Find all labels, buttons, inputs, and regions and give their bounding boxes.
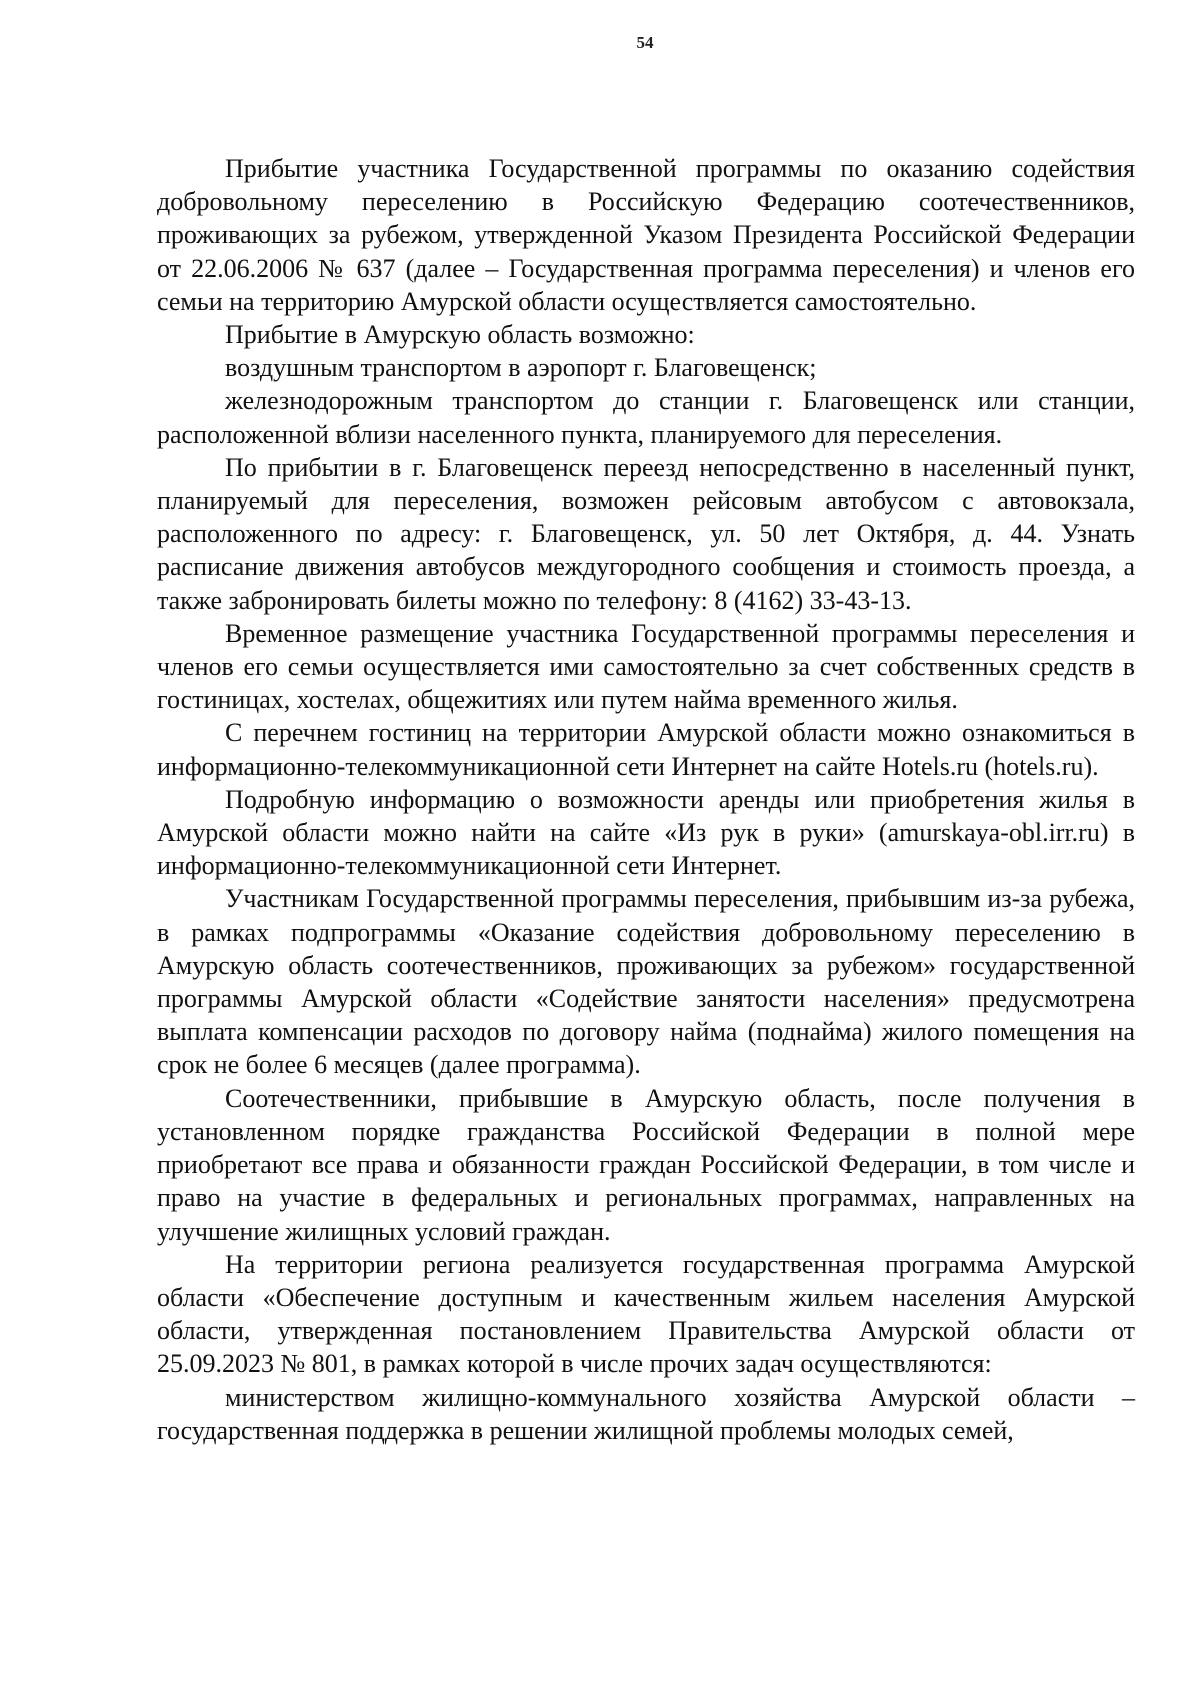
paragraph-air-transport: воздушным транспортом в аэропорт г. Благовещенск; xyxy=(225,353,817,383)
paragraph-rental-info: Подробную информацию о возможности аренды или приобретения жилья в Амурской области можно найти на сайте «Из рук в руки» (amurskaya-obl.irr.ru) в информационно-телекоммуникационной сети Интернет. xyxy=(157,784,1135,881)
page-number: 54 xyxy=(636,33,654,52)
paragraph-hotels: С перечнем гостиниц на территории Амурской области можно ознакомиться в информационно-телекоммуникационной сети Интернет на сайте Hotels.ru (hotels.ru). xyxy=(157,718,1135,781)
paragraph-citizenship-rights: Соотечественники, прибывшие в Амурскую область, после получения в установленном порядке гражданства Российской Федерации в полной мере приобретают все права и обязанности граждан Российской Федерации, в том числе и право на участие в федеральных и региональных программах, направленных на улучшение жилищных условий граждан. xyxy=(157,1083,1135,1246)
paragraph-arrival-options: Прибытие в Амурскую область возможно: xyxy=(225,320,695,350)
paragraph-rail-transport: железнодорожным транспортом до станции г. Благовещенск или станции, расположенной вблизи населенного пункта, планируемого для переселения. xyxy=(157,386,1135,449)
document-body xyxy=(157,152,1135,1447)
paragraph-temporary-housing: Временное размещение участника Государственной программы переселения и членов его семьи осуществляется ими самостоятельно за счет собственных средств в гостиницах, хостелах, общежитиях или путем найма временного жилья. xyxy=(157,618,1135,715)
paragraph-bus-transport: По прибытии в г. Благовещенск переезд непосредственно в населенный пункт, планируемый для переселения, возможен рейсовым автобусом с автовокзала, расположенного по адресу: г. Благовещенск, ул. 50 лет Октября, д. 44. Узнать расписание движения автобусов междугородного сообщения и стоимость проезда, а также забронировать билеты можно по телефону: 8 (4162) 33-43-13. xyxy=(157,452,1135,615)
paragraph-young-families: министерством жилищно-коммунального хозяйства Амурской области – государственная поддержка в решении жилищной проблемы молодых семей, xyxy=(157,1382,1135,1445)
paragraph-compensation: Участникам Государственной программы переселения, прибывшим из-за рубежа, в рамках подпрограммы «Оказание содействия добровольному переселению в Амурскую область соотечественников, проживающих за рубежом» государственной программы Амурской области «Содействие занятости населения» предусмотрена выплата компенсации расходов по договору найма (поднайма) жилого помещения на срок не более 6 месяцев (далее программа). xyxy=(157,884,1135,1080)
paragraph-housing-program: На территории региона реализуется государственная программа Амурской области «Обеспечение доступным и качественным жильем населения Амурской области, утвержденная постановлением Правительства Амурской области от 25.09.2023 № 801, в рамках которой в числе прочих задач осуществляются: xyxy=(157,1249,1135,1379)
paragraph-arrival: Прибытие участника Государственной программы по оказанию содействия добровольному переселению в Российскую Федерацию соотечественников, проживающих за рубежом, утвержденной Указом Президента Российской Федерации от 22.06.2006 № 637 (далее – Государственная программа переселения) и членов его семьи на территорию Амурской области осуществляется самостоятельно. xyxy=(157,154,1135,316)
